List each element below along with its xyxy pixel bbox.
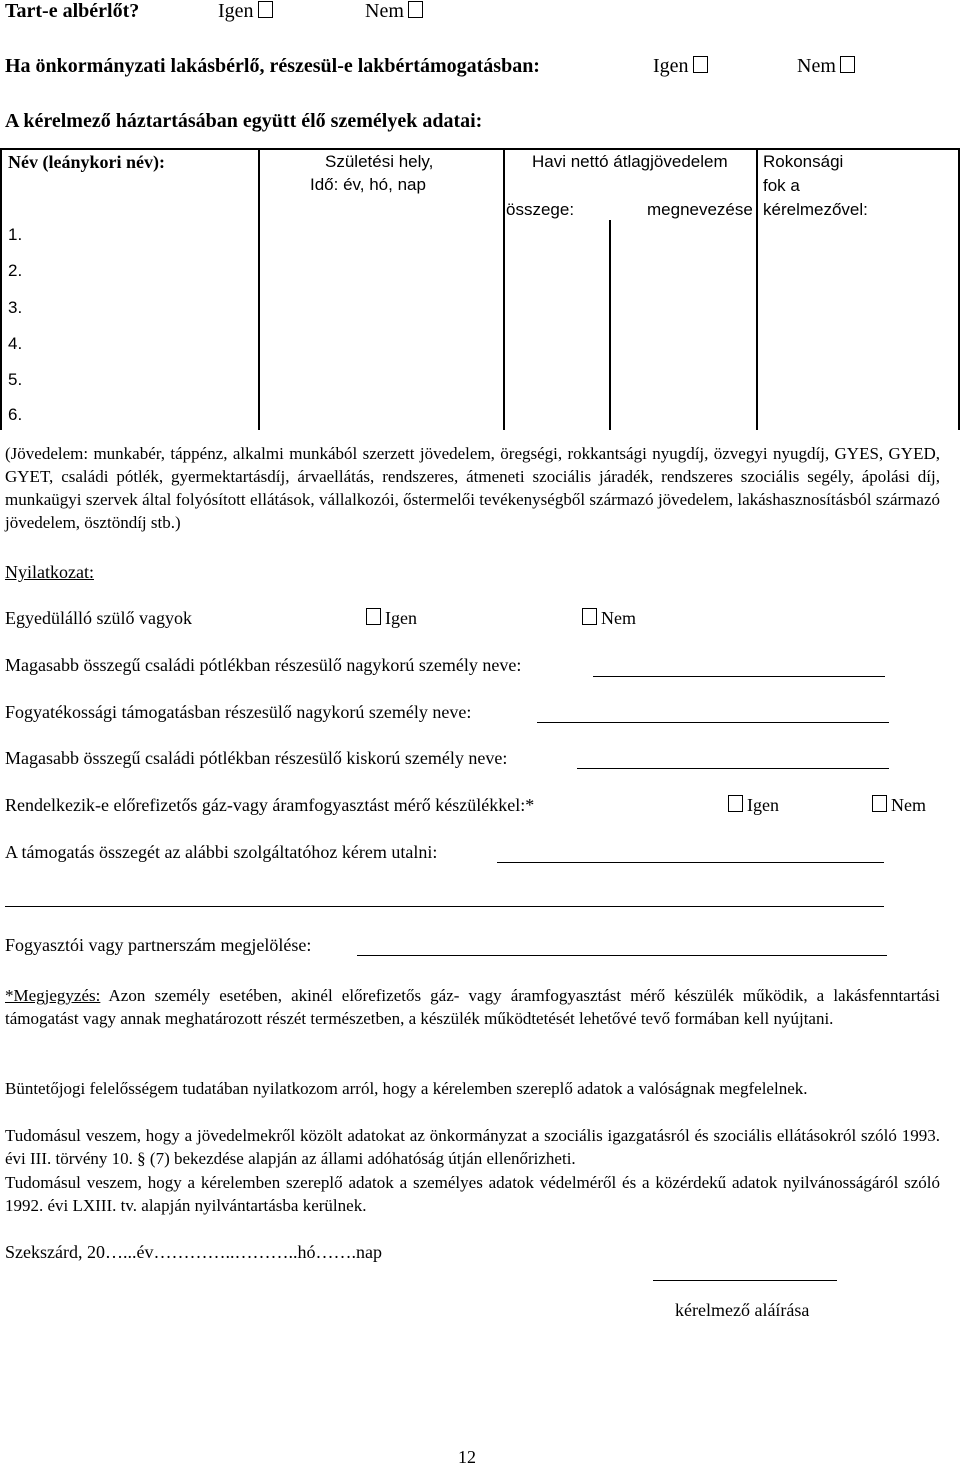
checkbox-icon[interactable] xyxy=(693,56,708,73)
row-number: 5. xyxy=(8,370,23,389)
transfer-to-label: A támogatás összegét az alábbi szolgáltatóhoz kérem utalni: xyxy=(5,842,438,862)
consumer-id-label: Fogyasztói vagy partnerszám megjelölése: xyxy=(5,935,312,955)
col-amount-header: összege: xyxy=(506,200,575,219)
note-paragraph xyxy=(5,984,940,1030)
row-number: 6. xyxy=(8,405,23,424)
adult-higher-fam-field[interactable] xyxy=(593,676,885,677)
checkbox-icon[interactable] xyxy=(366,608,381,625)
col-desc-header: megnevezése xyxy=(647,200,753,219)
rented-yes-option[interactable]: Igen xyxy=(218,0,277,23)
row-number: 2. xyxy=(8,261,23,280)
declaration-title: Nyilatkozat: xyxy=(5,562,94,582)
statement-paragraph-2: Tudomásul veszem, hogy a jövedelmekről közölt adatokat az önkormányzat a szociális igazgatásról és szociális ellátásokról szóló 1993. évi III. törvény 10. § (7) bekezdése alapján az állami adóhatóság útján ellenőrizheti. xyxy=(5,1126,940,1168)
income-note: (Jövedelem: munkabér, táppénz, alkalmi munkából szerzett jövedelem, öregségi, rokkantsági nyugdíj, özvegyi nyugdíj, GYES, GYED, GYET, családi pótlék, gyermektartásdíj, árvaellátás, rendszeres, átmeneti szociális járadék, rendszeres szociális segély, ápolási díj, munkaügyi szervek által folyósított ellátások, vállalkozói, őstermelői tevékenységből származó jövedelem, lakáshasznosításból származó jövedelem, ösztöndíj stb.) xyxy=(5,444,940,532)
col-rel-header-2: fok a xyxy=(763,176,800,195)
note-label: *Megjegyzés: xyxy=(5,986,101,1005)
adult-disability-label: Fogyatékossági támogatásban részesülő nagykorú személy neve: xyxy=(5,702,472,722)
place-date-line: Szekszárd, 20…...év…………..………..hó…….nap xyxy=(5,1242,382,1262)
checkbox-icon[interactable] xyxy=(582,608,597,625)
adult-higher-fam-label: Magasabb összegű családi pótlékban részesülő nagykorú személy neve: xyxy=(5,655,522,675)
municipal-yes-option[interactable]: Igen xyxy=(653,55,712,78)
row-number: 4. xyxy=(8,334,23,353)
signature-line[interactable] xyxy=(653,1280,837,1281)
checkbox-icon[interactable] xyxy=(258,1,273,18)
signature-label: kérelmező aláírása xyxy=(675,1300,810,1320)
checkbox-icon[interactable] xyxy=(872,795,887,812)
municipal-question: Ha önkormányzati lakásbérlő, részesül-e lakbértámogatásban: xyxy=(5,55,540,77)
page-number: 12 xyxy=(458,1447,476,1467)
note-text: Azon személy esetében, akinél előrefizetős gáz- vagy áramfogyasztást mérő készülék működik, a lakásfenntartási támogatást vagy annak meghatározott részét természetben, a készülék működtetését lehetővé tevő formában kell nyújtani. xyxy=(5,986,940,1028)
single-parent-yes-option[interactable]: Igen xyxy=(362,608,417,629)
checkbox-icon[interactable] xyxy=(840,56,855,73)
rented-no-option[interactable]: Nem xyxy=(365,0,427,23)
statement-paragraph-1: Büntetőjogi felelősségem tudatában nyilatkozom arról, hogy a kérelemben szereplő adatok a valóságnak megfelelnek. xyxy=(5,1079,808,1098)
transfer-to-field-line-2[interactable] xyxy=(5,906,884,907)
col-name-header: Név (leánykori név): xyxy=(8,152,165,172)
row-number: 3. xyxy=(8,298,23,317)
transfer-to-field[interactable] xyxy=(497,862,884,863)
checkbox-icon[interactable] xyxy=(728,795,743,812)
single-parent-label: Egyedülálló szülő vagyok xyxy=(5,608,192,628)
statement-paragraph-3: Tudomásul veszem, hogy a kérelemben szereplő adatok a személyes adatok védelméről és a közérdekű adatok nyilvánosságáról szóló 1992. évi LXIII. tv. alapján nyilvántartásba kerülnek. xyxy=(5,1173,940,1215)
single-parent-no-option[interactable]: Nem xyxy=(578,608,636,629)
prepaid-meter-label: Rendelkezik-e előrefizetős gáz-vagy áramfogyasztást mérő készülékkel:* xyxy=(5,795,535,815)
municipal-no-option[interactable]: Nem xyxy=(797,55,859,78)
prepaid-meter-no-option[interactable]: Nem xyxy=(868,795,926,816)
prepaid-meter-yes-option[interactable]: Igen xyxy=(724,795,779,816)
minor-higher-fam-label: Magasabb összegű családi pótlékban részesülő kiskorú személy neve: xyxy=(5,748,508,768)
col-rel-header-3: kérelmezővel: xyxy=(763,200,868,219)
col-rel-header-1: Rokonsági xyxy=(763,152,844,171)
col-income-header: Havi nettó átlagjövedelem xyxy=(532,152,728,171)
checkbox-icon[interactable] xyxy=(408,1,423,18)
consumer-id-field[interactable] xyxy=(357,955,887,956)
minor-higher-fam-field[interactable] xyxy=(577,768,889,769)
adult-disability-field[interactable] xyxy=(537,722,889,723)
rented-question: Tart-e albérlőt? xyxy=(5,0,140,22)
row-number: 1. xyxy=(8,225,23,244)
col-birth-header-2: Idő: év, hó, nap xyxy=(310,175,426,194)
col-birth-header-1: Születési hely, xyxy=(325,152,434,171)
household-title: A kérelmező háztartásában együtt élő személyek adatai: xyxy=(5,110,483,132)
